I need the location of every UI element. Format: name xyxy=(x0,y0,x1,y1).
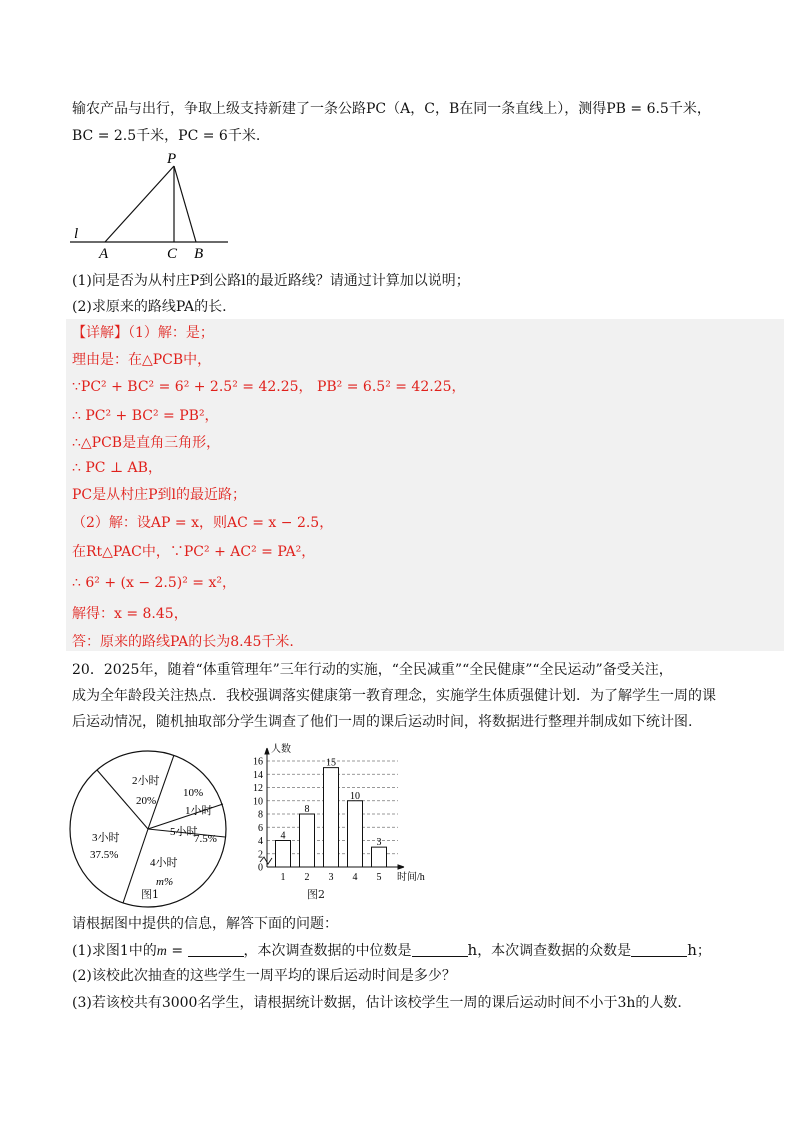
solution-line: ∴ PC² + BC² = PB²， xyxy=(72,408,219,424)
y-tick-label: 16 xyxy=(253,756,263,768)
solution-line: 理由是：在△PCB中， xyxy=(72,352,212,368)
pie-label-1h: 1小时 xyxy=(185,805,213,817)
point-a-label: A xyxy=(99,246,109,262)
question-2: (2)该校此次抽查的这些学生一周平均的课后运动时间是多少？ xyxy=(72,968,456,984)
intro-line-1: 输农产品与出行，争取上级支持新建了一条公路PC（A，C，B在同一条直线上），测得PB = 6.5千米， xyxy=(72,101,711,117)
pie-pct-5h: 7.5% xyxy=(194,833,217,845)
solution-line: ∵PC² + BC² = 6² + 2.5² = 42.25， PB² = 6.5² = 42.25， xyxy=(72,379,466,395)
x-tick-label: 2 xyxy=(304,872,310,883)
solution-line: ∴△PCB是直角三角形， xyxy=(72,435,221,451)
bar-data-label: 10 xyxy=(350,790,360,802)
bar-4h xyxy=(348,801,363,867)
triangle-figure xyxy=(68,150,248,262)
bar-data-label: 15 xyxy=(326,757,336,769)
answer-blank-median[interactable] xyxy=(412,942,468,957)
bar-chart xyxy=(250,738,440,888)
x-axis-label: 时间/h xyxy=(397,872,425,883)
solution-line: 解得：x = 8.45， xyxy=(72,606,188,622)
bar-1h xyxy=(276,841,291,868)
pie-label-2h: 2小时 xyxy=(132,775,160,787)
question-3: (3)若该校共有3000名学生，请根据统计数据，估计该校学生一周的课后运动时间不小于3h的人数. xyxy=(72,995,682,1011)
pie-pct-4h: m% xyxy=(156,876,174,888)
q20-line-1: 20．2025年，随着“体重管理年”三年行动的实施，“全民减重”“全民健康”“全民运动”备受关注， xyxy=(72,662,673,678)
q19-part1: (1)问是否为从村庄P到公路l的最近路线？请通过计算加以说明； xyxy=(72,273,470,289)
bar-data-label: 8 xyxy=(304,804,310,815)
solution-line: （2）解：设AP = x，则AC = x − 2.5， xyxy=(72,515,334,531)
y-tick-label: 2 xyxy=(258,849,263,861)
solution-line: ∴ PC ⊥ AB， xyxy=(72,460,162,476)
q1-text-c: ，本次调查数据的众数是 xyxy=(477,943,632,959)
y-tick-label: 0 xyxy=(258,862,263,874)
unit-h-1: h xyxy=(467,941,478,959)
q1-text-b: ，本次调查数据的中位数是 xyxy=(243,943,412,959)
pie-pct-3h: 37.5% xyxy=(90,849,119,861)
q20-line-2: 成为全年龄段关注热点．我校强调落实健康第一教育理念，实施学生体质强健计划．为了解学生一周的课 xyxy=(72,688,716,704)
x-tick-label: 5 xyxy=(376,872,382,883)
solution-line: PC是从村庄P到l的最近路； xyxy=(72,487,247,503)
x-tick-label: 4 xyxy=(352,872,358,883)
bar-2h xyxy=(300,814,315,867)
q1-text-a: (1)求图1中的 xyxy=(72,943,157,959)
y-tick-label: 12 xyxy=(253,783,263,794)
y-tick-label: 6 xyxy=(258,822,263,834)
unit-h-2: h xyxy=(687,941,697,959)
x-tick-label: 1 xyxy=(280,872,286,883)
solution-line: 【详解】（1）解：是； xyxy=(72,325,214,341)
line-l-label: l xyxy=(74,226,79,242)
bar-data-label: 3 xyxy=(376,837,382,849)
y-tick-label: 14 xyxy=(253,769,263,781)
y-tick-label: 4 xyxy=(258,836,263,847)
pie-caption: 图1 xyxy=(141,888,159,901)
bar-3h xyxy=(324,768,339,867)
pie-label-3h: 3小时 xyxy=(92,832,120,844)
q20-line-3: 后运动情况，随机抽取部分学生调查了他们一周的课后运动时间，将数据进行整理并制成如下统计图. xyxy=(72,714,693,730)
y-axis-label: 人数 xyxy=(271,744,291,755)
question-1: (1)求图1中的m = ，本次调查数据的中位数是 h，本次调查数据的众数是 h； xyxy=(72,941,711,959)
q19-part2: (2)求原来的路线PA的长. xyxy=(72,299,227,315)
answer-blank-mode[interactable] xyxy=(631,942,687,957)
point-b-label: B xyxy=(194,246,204,262)
answer-blank-m[interactable] xyxy=(188,942,244,957)
y-tick-label: 8 xyxy=(258,809,263,821)
m-variable: m xyxy=(156,944,167,959)
pie-label-5h: 5小时 xyxy=(170,826,198,838)
bar-data-label: 4 xyxy=(280,830,286,842)
point-p-label: P xyxy=(167,151,177,167)
point-c-label: C xyxy=(167,246,178,262)
pie-pct-1h: 10% xyxy=(183,787,204,799)
pie-label-4h: 4小时 xyxy=(150,857,178,869)
questions-intro: 请根据图中提供的信息，解答下面的问题： xyxy=(72,916,338,932)
solution-line: ∴ 6² + (x − 2.5)² = x²， xyxy=(72,575,236,591)
x-tick-label: 3 xyxy=(328,872,334,883)
y-tick-label: 10 xyxy=(253,796,263,808)
solution-line: 在Rt△PAC中，∵PC² + AC² = PA²， xyxy=(72,544,316,560)
pie-pct-2h: 20% xyxy=(136,795,157,807)
bar-caption: 图2 xyxy=(307,888,325,901)
solution-line: 答：原来的路线PA的长为8.45千米. xyxy=(72,634,294,650)
intro-line-2: BC = 2.5千米，PC = 6千米. xyxy=(72,128,261,144)
bar-5h xyxy=(372,847,387,867)
